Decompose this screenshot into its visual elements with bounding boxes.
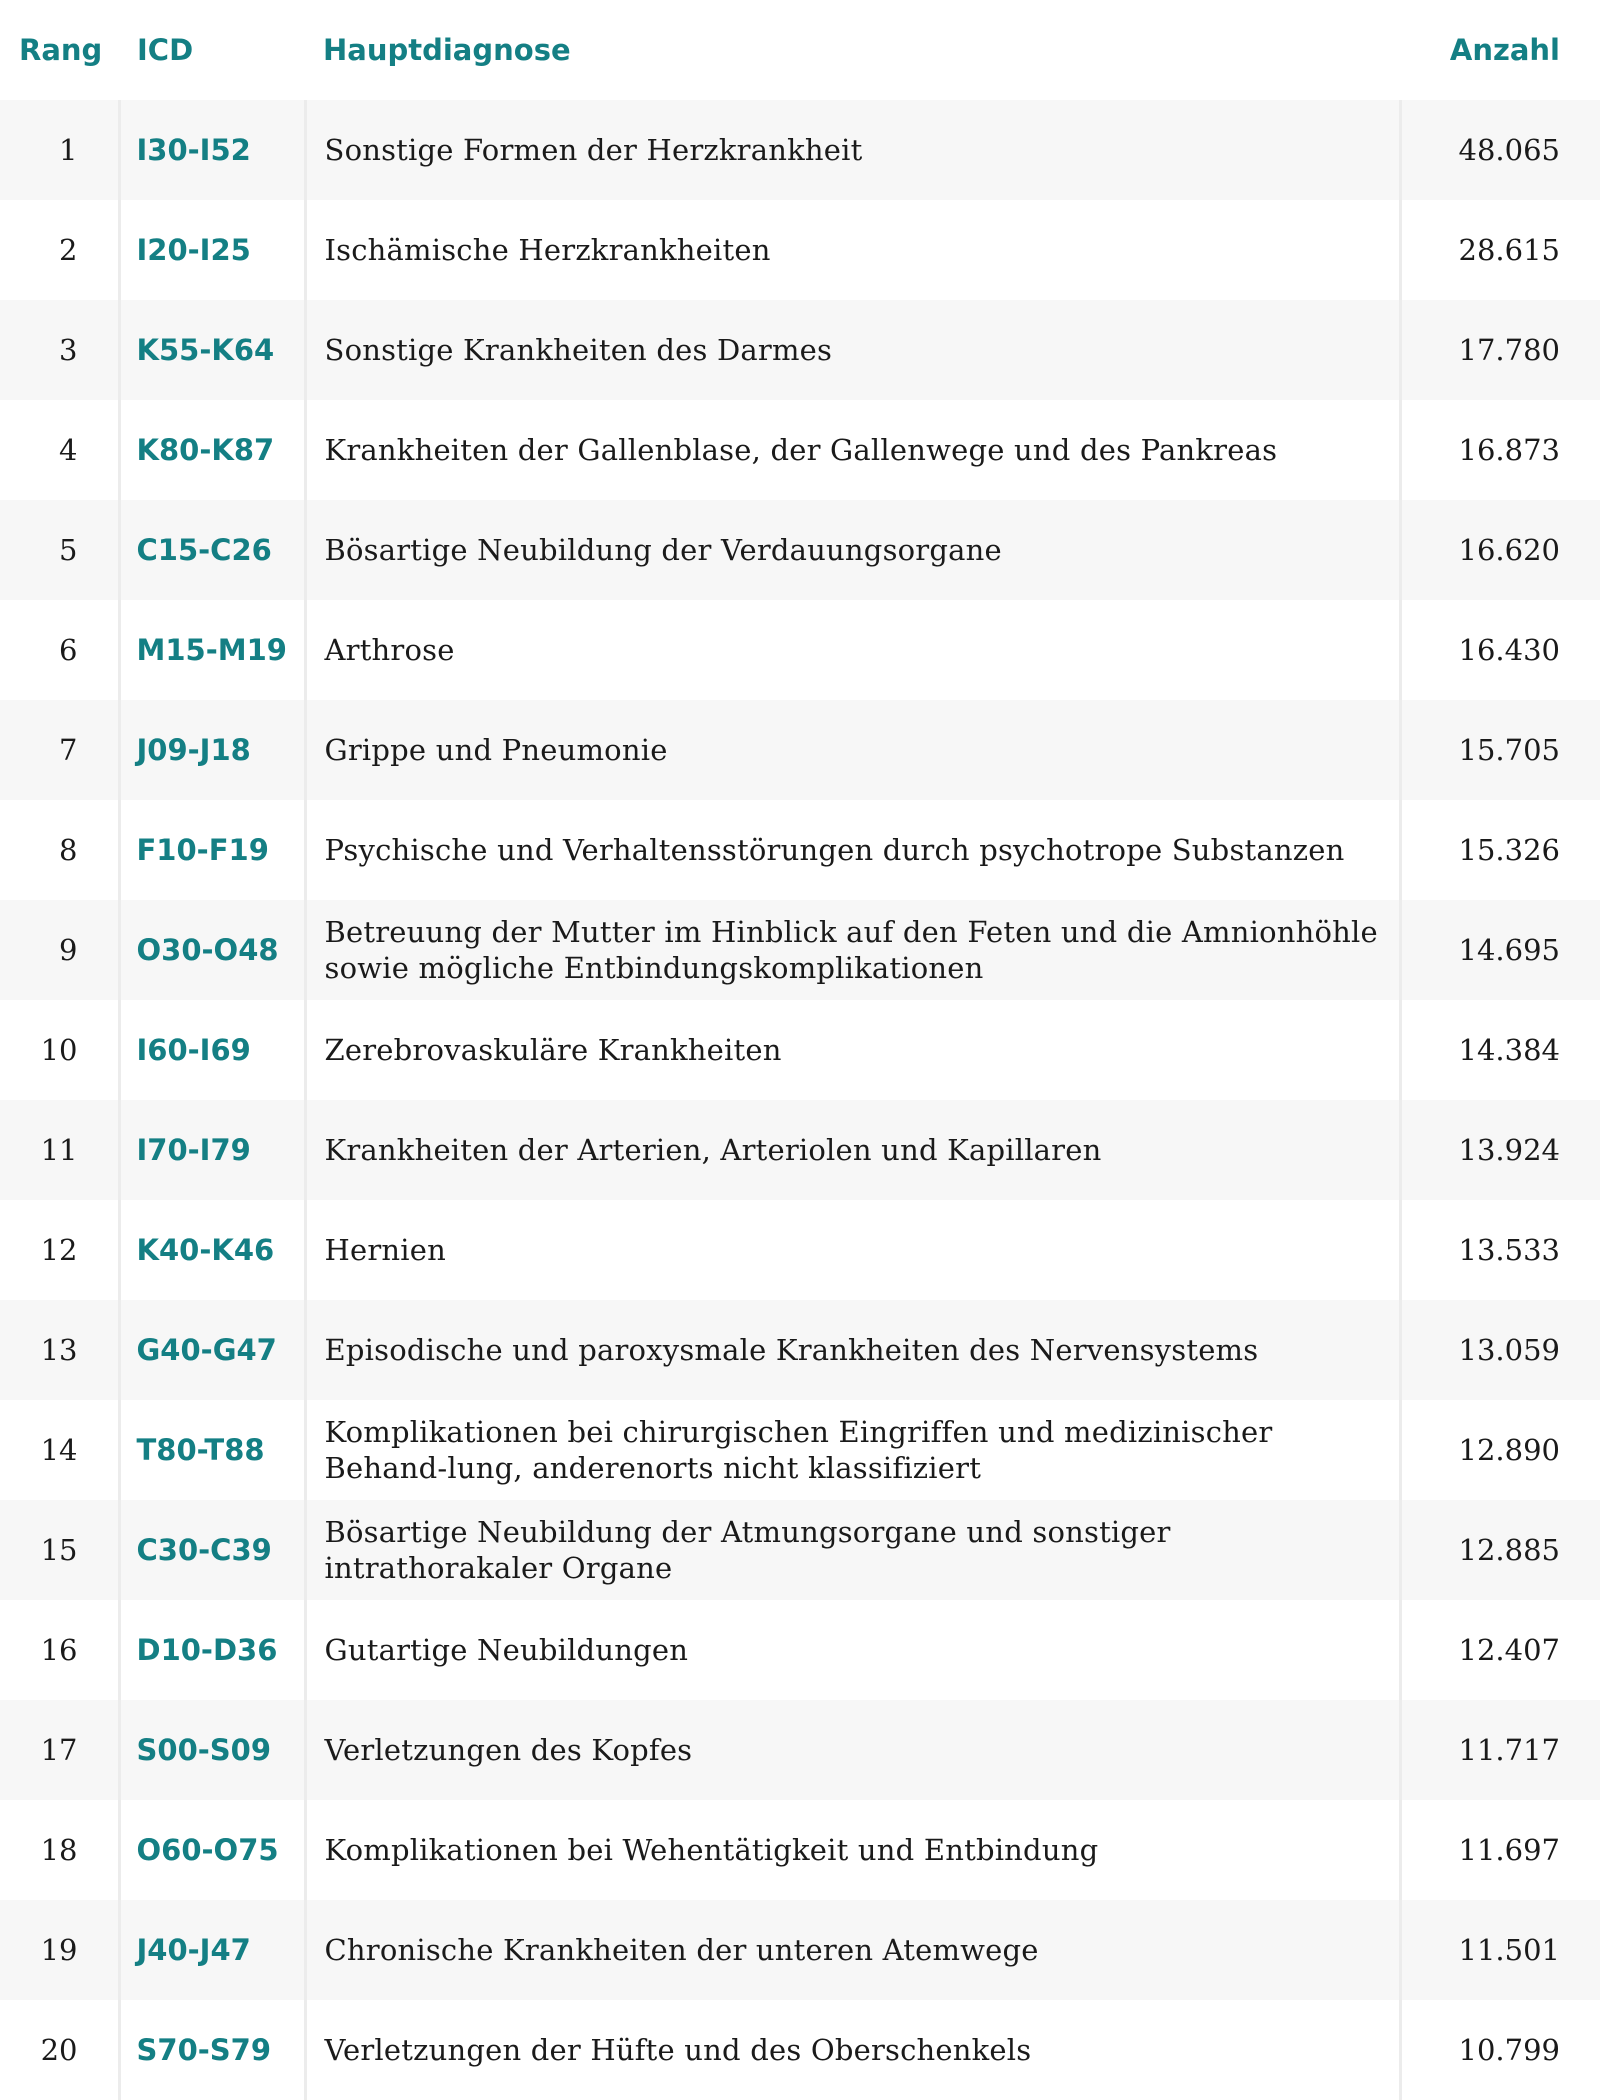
table-row: [0, 900, 1600, 1000]
table-row: [0, 1800, 1600, 1900]
hauptdiagnose-cell: Verletzungen des Kopfes: [305, 1700, 1400, 1800]
rang-cell: 2: [0, 200, 119, 300]
anzahl-cell: 16.430: [1400, 600, 1600, 700]
anzahl-cell: 12.407: [1400, 1600, 1600, 1700]
header-icd: ICD: [119, 0, 305, 100]
anzahl-cell: 12.885: [1400, 1500, 1600, 1600]
rang-cell: 13: [0, 1300, 119, 1400]
anzahl-cell: 10.799: [1400, 2000, 1600, 2100]
anzahl-cell: 15.326: [1400, 800, 1600, 900]
table-row: [0, 1700, 1600, 1800]
rang-cell: 20: [0, 2000, 119, 2100]
anzahl-cell: 48.065: [1400, 100, 1600, 200]
icd-code-cell: S00-S09: [119, 1700, 305, 1800]
hauptdiagnose-cell: Sonstige Krankheiten des Darmes: [305, 300, 1400, 400]
icd-code-cell: D10-D36: [119, 1600, 305, 1700]
hauptdiagnose-cell: Sonstige Formen der Herzkrankheit: [305, 100, 1400, 200]
anzahl-cell: 16.620: [1400, 500, 1600, 600]
table-row: [0, 200, 1600, 300]
rang-cell: 11: [0, 1100, 119, 1200]
anzahl-cell: 11.501: [1400, 1900, 1600, 2000]
anzahl-cell: 17.780: [1400, 300, 1600, 400]
table-row: [0, 400, 1600, 500]
icd-code-cell: I30-I52: [119, 100, 305, 200]
rang-cell: 3: [0, 300, 119, 400]
table-row: [0, 1600, 1600, 1700]
hauptdiagnose-cell: Komplikationen bei Wehentätigkeit und Entbindung: [305, 1800, 1400, 1900]
table-row: [0, 1200, 1600, 1300]
anzahl-cell: 28.615: [1400, 200, 1600, 300]
icd-code-cell: O30-O48: [119, 900, 305, 1000]
icd-code-cell: I70-I79: [119, 1100, 305, 1200]
anzahl-cell: 13.533: [1400, 1200, 1600, 1300]
table-row: [0, 1100, 1600, 1200]
rang-cell: 17: [0, 1700, 119, 1800]
icd-code-cell: T80-T88: [119, 1400, 305, 1500]
icd-code-cell: K80-K87: [119, 400, 305, 500]
header-rang: Rang: [0, 0, 119, 100]
anzahl-cell: 14.384: [1400, 1000, 1600, 1100]
rang-cell: 19: [0, 1900, 119, 2000]
hauptdiagnose-cell: Betreuung der Mutter im Hinblick auf den Feten und die Amnionhöhle sowie mögliche Entbindungskomplikationen: [305, 900, 1400, 1000]
table-row: [0, 2000, 1600, 2100]
rang-cell: 6: [0, 600, 119, 700]
hauptdiagnose-cell: Bösartige Neubildung der Atmungsorgane und sonstiger intrathorakaler Organe: [305, 1500, 1400, 1600]
icd-code-cell: J40-J47: [119, 1900, 305, 2000]
hauptdiagnose-cell: Episodische und paroxysmale Krankheiten des Nervensystems: [305, 1300, 1400, 1400]
icd-code-cell: I60-I69: [119, 1000, 305, 1100]
icd-code-cell: K40-K46: [119, 1200, 305, 1300]
icd-code-cell: G40-G47: [119, 1300, 305, 1400]
rang-cell: 12: [0, 1200, 119, 1300]
anzahl-cell: 12.890: [1400, 1400, 1600, 1500]
table-row: [0, 700, 1600, 800]
header-hauptdiagnose: Hauptdiagnose: [305, 0, 1400, 100]
hauptdiagnose-cell: Gutartige Neubildungen: [305, 1600, 1400, 1700]
rang-cell: 16: [0, 1600, 119, 1700]
hauptdiagnose-cell: Arthrose: [305, 600, 1400, 700]
table-header: [0, 0, 1600, 100]
icd-code-cell: F10-F19: [119, 800, 305, 900]
rang-cell: 10: [0, 1000, 119, 1100]
icd-code-cell: O60-O75: [119, 1800, 305, 1900]
hauptdiagnose-cell: Krankheiten der Gallenblase, der Gallenwege und des Pankreas: [305, 400, 1400, 500]
rang-cell: 18: [0, 1800, 119, 1900]
anzahl-cell: 16.873: [1400, 400, 1600, 500]
hauptdiagnose-cell: Zerebrovaskuläre Krankheiten: [305, 1000, 1400, 1100]
icd-code-cell: S70-S79: [119, 2000, 305, 2100]
anzahl-cell: 11.697: [1400, 1800, 1600, 1900]
rang-cell: 15: [0, 1500, 119, 1600]
icd-code-cell: M15-M19: [119, 600, 305, 700]
hauptdiagnose-cell: Bösartige Neubildung der Verdauungsorgane: [305, 500, 1400, 600]
header-row: [0, 0, 1600, 100]
icd-code-cell: K55-K64: [119, 300, 305, 400]
anzahl-cell: 13.059: [1400, 1300, 1600, 1400]
hauptdiagnose-cell: Verletzungen der Hüfte und des Oberschenkels: [305, 2000, 1400, 2100]
hauptdiagnose-cell: Komplikationen bei chirurgischen Eingriffen und medizinischer Behand-lung, anderenorts nicht klassifiziert: [305, 1400, 1400, 1500]
hauptdiagnose-cell: Psychische und Verhaltensstörungen durch psychotrope Substanzen: [305, 800, 1400, 900]
table-row: [0, 1900, 1600, 2000]
hauptdiagnose-cell: Ischämische Herzkrankheiten: [305, 200, 1400, 300]
table-body: [0, 100, 1600, 2100]
table-row: [0, 600, 1600, 700]
icd-code-cell: I20-I25: [119, 200, 305, 300]
table-row: [0, 300, 1600, 400]
table-row: [0, 1400, 1600, 1500]
rang-cell: 1: [0, 100, 119, 200]
rang-cell: 4: [0, 400, 119, 500]
header-anzahl: Anzahl: [1400, 0, 1600, 100]
rang-cell: 5: [0, 500, 119, 600]
table-row: [0, 1000, 1600, 1100]
anzahl-cell: 14.695: [1400, 900, 1600, 1000]
anzahl-cell: 15.705: [1400, 700, 1600, 800]
hauptdiagnose-cell: Krankheiten der Arterien, Arteriolen und Kapillaren: [305, 1100, 1400, 1200]
icd-code-cell: C15-C26: [119, 500, 305, 600]
hauptdiagnose-cell: Chronische Krankheiten der unteren Atemwege: [305, 1900, 1400, 2000]
table-row: [0, 1300, 1600, 1400]
rang-cell: 8: [0, 800, 119, 900]
hauptdiagnose-cell: Grippe und Pneumonie: [305, 700, 1400, 800]
hauptdiagnose-cell: Hernien: [305, 1200, 1400, 1300]
table-row: [0, 100, 1600, 200]
anzahl-cell: 13.924: [1400, 1100, 1600, 1200]
rang-cell: 9: [0, 900, 119, 1000]
table-row: [0, 800, 1600, 900]
table-row: [0, 500, 1600, 600]
rang-cell: 14: [0, 1400, 119, 1500]
icd-code-cell: J09-J18: [119, 700, 305, 800]
icd-code-cell: C30-C39: [119, 1500, 305, 1600]
anzahl-cell: 11.717: [1400, 1700, 1600, 1800]
table-row: [0, 1500, 1600, 1600]
rang-cell: 7: [0, 700, 119, 800]
